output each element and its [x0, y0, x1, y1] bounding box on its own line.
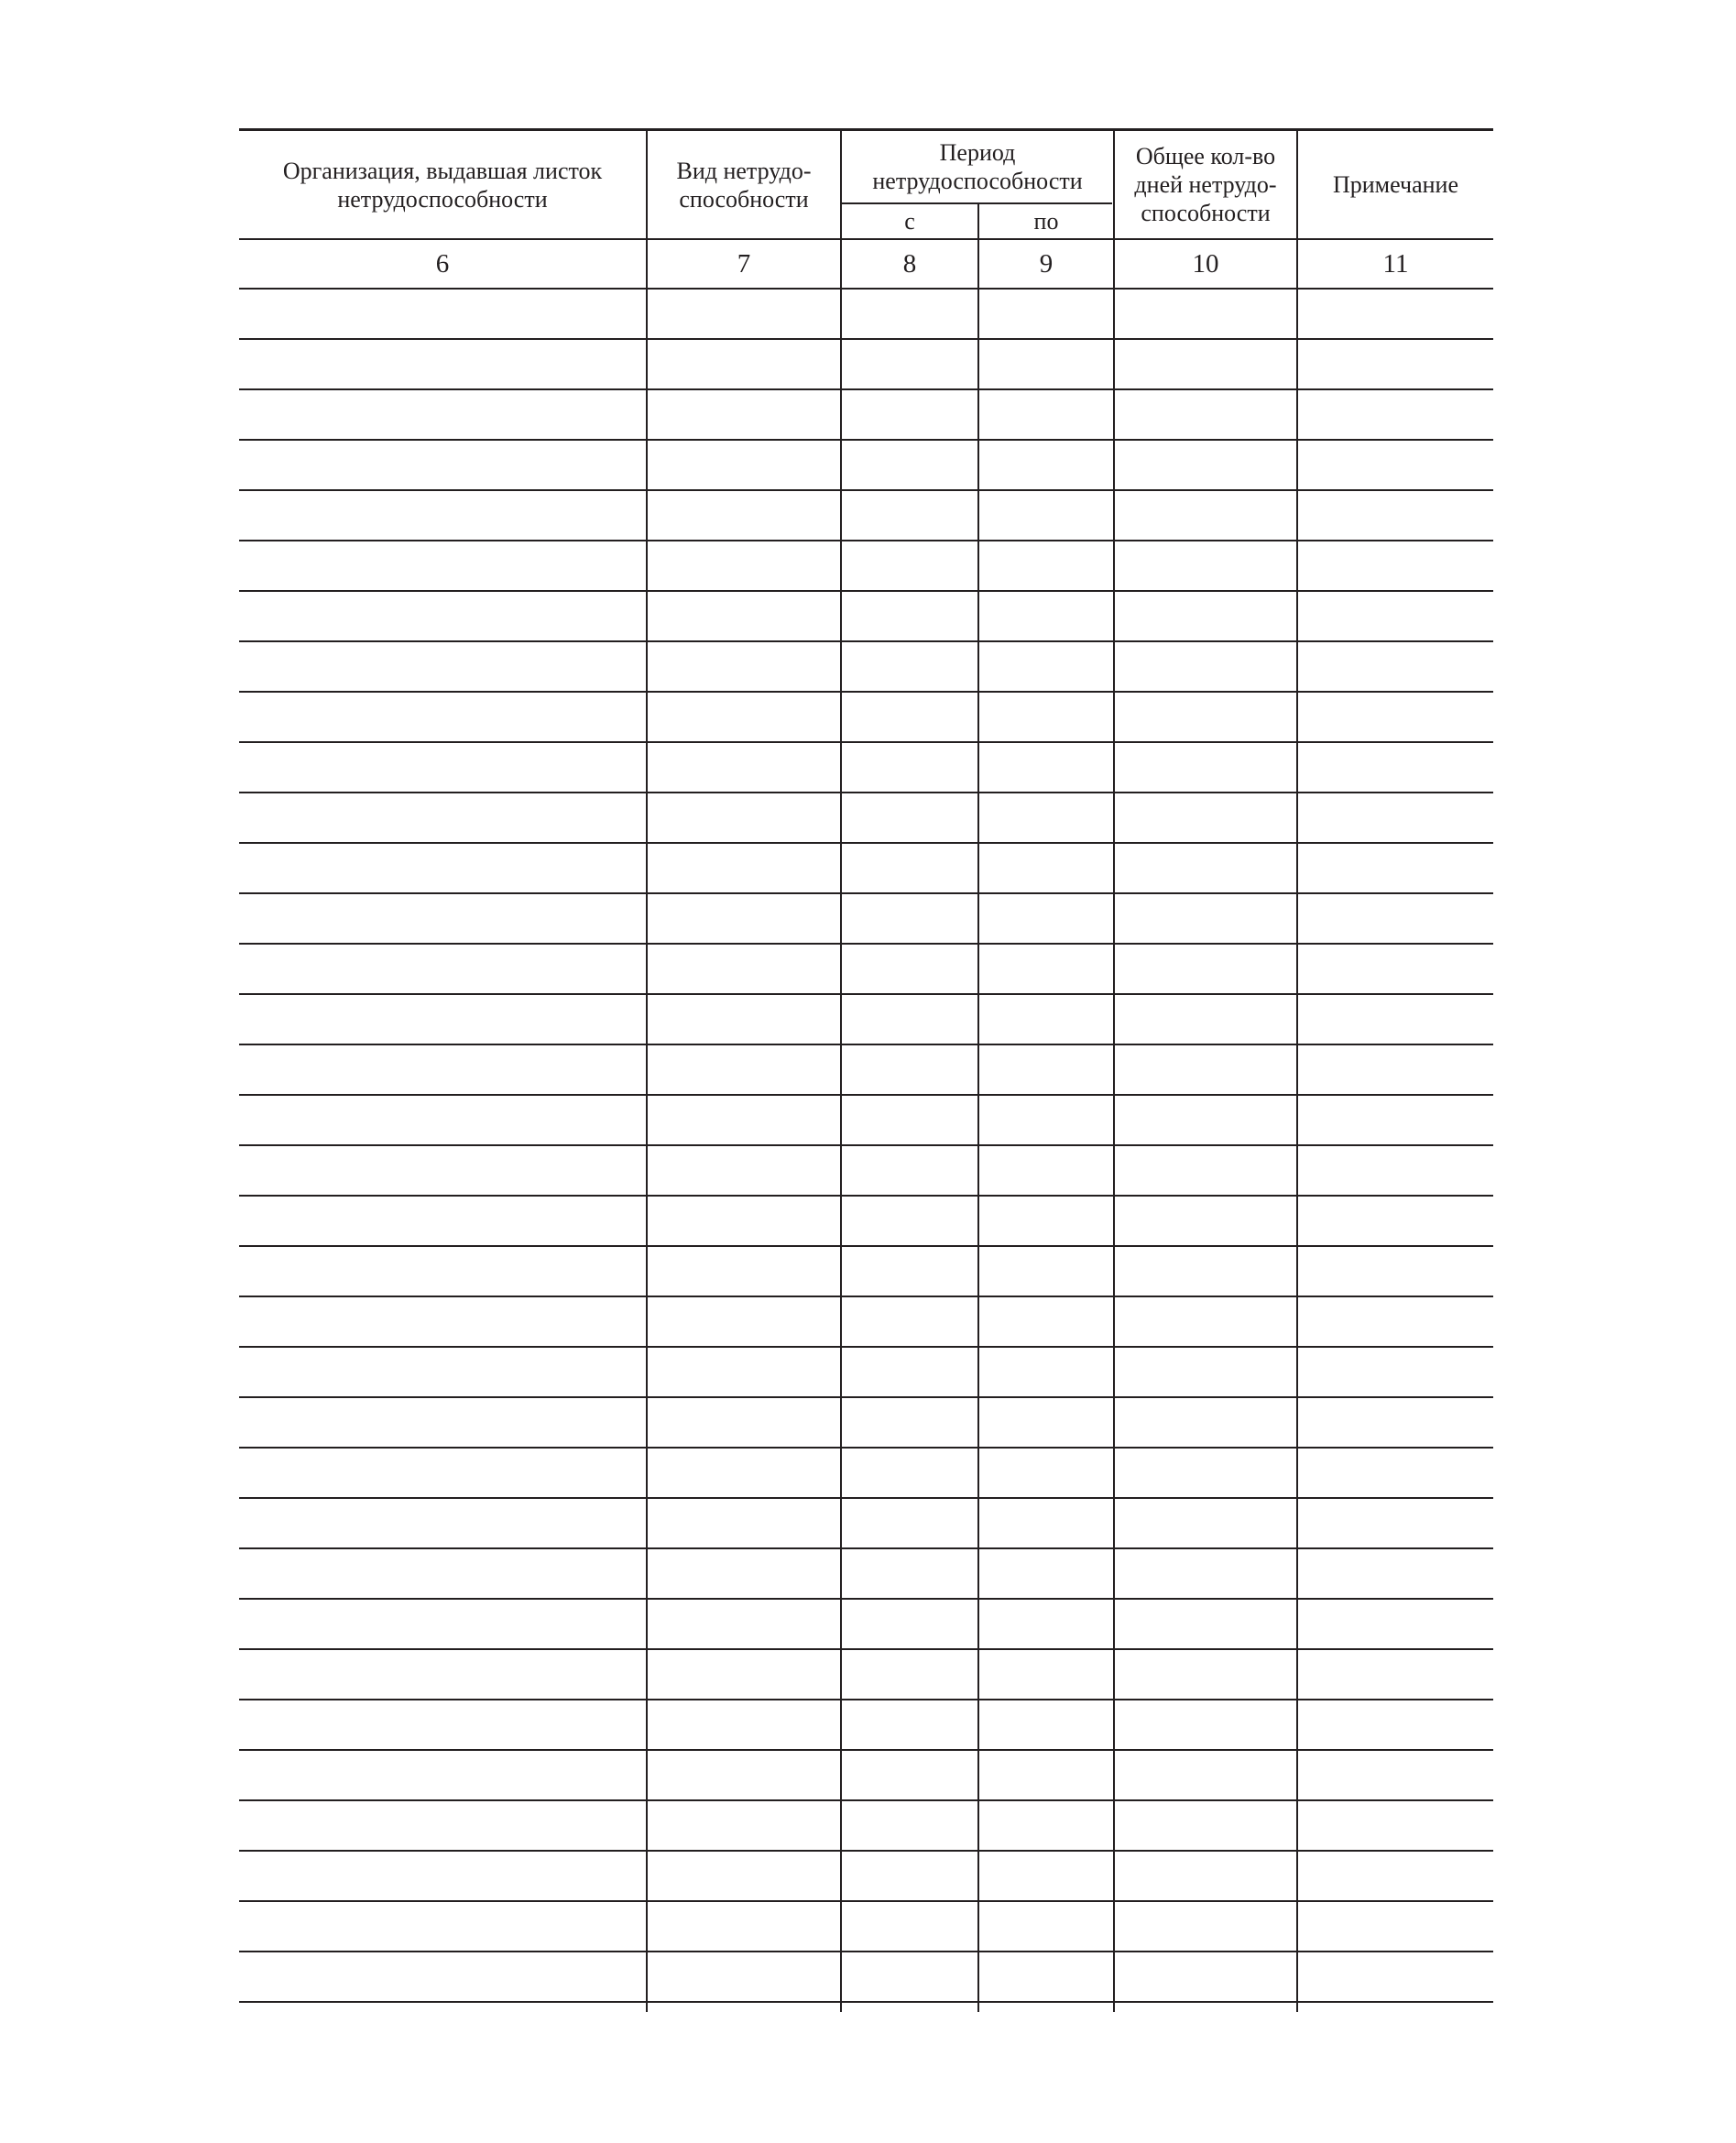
cell-period-from: [842, 1247, 977, 1296]
table-row: [239, 743, 1493, 793]
cell-total-days: [1115, 1398, 1296, 1447]
table-row: [239, 1348, 1493, 1398]
column-number-11: 11: [1382, 248, 1409, 279]
cell-period-to: [979, 1146, 1113, 1195]
table-row: [239, 1549, 1493, 1600]
cell-period-to: [979, 1197, 1113, 1245]
cell-period-from: [842, 894, 977, 943]
cell-period-from: [842, 1499, 977, 1547]
cell-period-from: [842, 1852, 977, 1900]
cell-type: [648, 1146, 840, 1195]
cell-note: [1298, 1096, 1493, 1144]
column-number-8: 8: [902, 248, 917, 279]
table-row: [239, 1297, 1493, 1348]
cell-note: [1298, 642, 1493, 691]
cell-type: [648, 592, 840, 640]
cell-period-to: [979, 995, 1113, 1044]
cell-total-days: [1115, 290, 1296, 338]
cell-total-days: [1115, 441, 1296, 489]
table-row: [239, 1801, 1493, 1852]
cell-period-from: [842, 1600, 977, 1648]
cell-period-from: [842, 995, 977, 1044]
cell-period-to: [979, 1650, 1113, 1699]
cell-type: [648, 1045, 840, 1094]
cell-period-to: [979, 894, 1113, 943]
cell-period-to: [979, 1499, 1113, 1547]
cell-note: [1298, 1650, 1493, 1699]
cell-period-to: [979, 1852, 1113, 1900]
cell-total-days: [1115, 1700, 1296, 1749]
cell-note: [1298, 1499, 1493, 1547]
cell-total-days: [1115, 743, 1296, 792]
cell-period-to: [979, 945, 1113, 993]
cell-type: [648, 995, 840, 1044]
cell-note: [1298, 1297, 1493, 1346]
cell-total-days: [1115, 693, 1296, 741]
cell-period-to: [979, 793, 1113, 842]
cell-note: [1298, 945, 1493, 993]
table-row: [239, 1650, 1493, 1700]
cell-organization: [239, 1197, 646, 1245]
cell-total-days: [1115, 1096, 1296, 1144]
cell-note: [1298, 441, 1493, 489]
header-period-from: с: [904, 208, 915, 235]
cell-note: [1298, 1801, 1493, 1850]
cell-type: [648, 1952, 840, 2001]
cell-period-to: [979, 1751, 1113, 1799]
table-row: [239, 390, 1493, 441]
cell-note: [1298, 1398, 1493, 1447]
cell-note: [1298, 340, 1493, 388]
cell-period-from: [842, 793, 977, 842]
cell-organization: [239, 1801, 646, 1850]
cell-organization: [239, 1297, 646, 1346]
cell-organization: [239, 1499, 646, 1547]
cell-organization: [239, 491, 646, 540]
cell-total-days: [1115, 642, 1296, 691]
table-row: [239, 340, 1493, 390]
cell-organization: [239, 1549, 646, 1598]
cell-type: [648, 1197, 840, 1245]
cell-organization: [239, 642, 646, 691]
cell-period-to: [979, 1348, 1113, 1396]
cell-period-to: [979, 1600, 1113, 1648]
header-note: Примечание: [1332, 171, 1459, 198]
cell-total-days: [1115, 1600, 1296, 1648]
cell-period-from: [842, 290, 977, 338]
cell-period-from: [842, 340, 977, 388]
cell-period-to: [979, 844, 1113, 892]
table-row: [239, 541, 1493, 592]
cell-total-days: [1115, 541, 1296, 590]
cell-note: [1298, 1348, 1493, 1396]
cell-period-to: [979, 642, 1113, 691]
table-row: [239, 1197, 1493, 1247]
cell-organization: [239, 1449, 646, 1497]
table-row: [239, 441, 1493, 491]
cell-period-to: [979, 441, 1113, 489]
cell-period-from: [842, 844, 977, 892]
table-row: [239, 1146, 1493, 1197]
cell-note: [1298, 894, 1493, 943]
cell-period-from: [842, 1348, 977, 1396]
cell-note: [1298, 1852, 1493, 1900]
cell-period-to: [979, 592, 1113, 640]
cell-organization: [239, 844, 646, 892]
header-type: Вид нетрудо- способности: [676, 157, 812, 213]
header-period-to: по: [1033, 208, 1059, 235]
cell-organization: [239, 1700, 646, 1749]
cell-note: [1298, 1751, 1493, 1799]
column-number-10: 10: [1192, 248, 1219, 279]
table-row: [239, 1449, 1493, 1499]
cell-type: [648, 1297, 840, 1346]
cell-organization: [239, 693, 646, 741]
cell-organization: [239, 995, 646, 1044]
cell-period-to: [979, 1549, 1113, 1598]
cell-type: [648, 1600, 840, 1648]
cell-type: [648, 693, 840, 741]
cell-total-days: [1115, 340, 1296, 388]
cell-type: [648, 1650, 840, 1699]
cell-type: [648, 340, 840, 388]
cell-period-from: [842, 1700, 977, 1749]
cell-total-days: [1115, 894, 1296, 943]
cell-total-days: [1115, 390, 1296, 439]
cell-type: [648, 1449, 840, 1497]
cell-total-days: [1115, 1247, 1296, 1296]
table-row: [239, 1096, 1493, 1146]
cell-period-from: [842, 1449, 977, 1497]
cell-organization: [239, 1751, 646, 1799]
cell-period-from: [842, 541, 977, 590]
cell-period-to: [979, 693, 1113, 741]
cell-period-to: [979, 1096, 1113, 1144]
cell-type: [648, 1902, 840, 1951]
cell-note: [1298, 541, 1493, 590]
cell-total-days: [1115, 1045, 1296, 1094]
cell-period-from: [842, 693, 977, 741]
cell-organization: [239, 1952, 646, 2001]
cell-organization: [239, 592, 646, 640]
cell-total-days: [1115, 995, 1296, 1044]
cell-total-days: [1115, 1852, 1296, 1900]
cell-period-to: [979, 390, 1113, 439]
cell-organization: [239, 541, 646, 590]
cell-note: [1298, 390, 1493, 439]
cell-period-to: [979, 1700, 1113, 1749]
cell-period-to: [979, 1398, 1113, 1447]
cell-type: [648, 1348, 840, 1396]
cell-period-from: [842, 1398, 977, 1447]
cell-type: [648, 1700, 840, 1749]
cell-period-from: [842, 1751, 977, 1799]
cell-period-from: [842, 1650, 977, 1699]
cell-total-days: [1115, 1197, 1296, 1245]
cell-type: [648, 743, 840, 792]
cell-period-to: [979, 1247, 1113, 1296]
table-row: [239, 945, 1493, 995]
cell-note: [1298, 793, 1493, 842]
cell-period-to: [979, 1801, 1113, 1850]
header-organization: Организация, выдавшая листок нетрудоспособности: [282, 157, 603, 213]
cell-period-to: [979, 290, 1113, 338]
table-row: [239, 592, 1493, 642]
cell-organization: [239, 1247, 646, 1296]
cell-organization: [239, 1146, 646, 1195]
cell-total-days: [1115, 1952, 1296, 2001]
cell-total-days: [1115, 1650, 1296, 1699]
cell-note: [1298, 1902, 1493, 1951]
cell-period-from: [842, 592, 977, 640]
cell-type: [648, 793, 840, 842]
cell-total-days: [1115, 1348, 1296, 1396]
cell-total-days: [1115, 1449, 1296, 1497]
table-row: [239, 1852, 1493, 1902]
table-row: [239, 1600, 1493, 1650]
cell-type: [648, 1751, 840, 1799]
table-row: [239, 1700, 1493, 1751]
cell-note: [1298, 1549, 1493, 1598]
table-row: [239, 844, 1493, 894]
cell-note: [1298, 1146, 1493, 1195]
header-total-days: Общее кол-во дней нетрудо- способности: [1134, 143, 1277, 226]
cell-note: [1298, 1247, 1493, 1296]
cell-period-from: [842, 1902, 977, 1951]
column-number-6: 6: [435, 248, 450, 279]
header-period: Период нетрудоспособности: [872, 139, 1083, 194]
cell-period-to: [979, 491, 1113, 540]
cell-period-from: [842, 1801, 977, 1850]
cell-period-from: [842, 1549, 977, 1598]
cell-period-from: [842, 1197, 977, 1245]
table-row: [239, 793, 1493, 844]
cell-type: [648, 894, 840, 943]
cell-organization: [239, 441, 646, 489]
cell-organization: [239, 1852, 646, 1900]
cell-type: [648, 642, 840, 691]
cell-note: [1298, 1700, 1493, 1749]
cell-organization: [239, 290, 646, 338]
cell-organization: [239, 894, 646, 943]
cell-type: [648, 390, 840, 439]
cell-total-days: [1115, 1801, 1296, 1850]
cell-period-to: [979, 1045, 1113, 1094]
table-body: [239, 290, 1493, 2003]
cell-total-days: [1115, 1751, 1296, 1799]
cell-organization: [239, 1902, 646, 1951]
table-row: [239, 642, 1493, 693]
table-row: [239, 1045, 1493, 1096]
cell-type: [648, 1499, 840, 1547]
cell-note: [1298, 1600, 1493, 1648]
cell-total-days: [1115, 491, 1296, 540]
cell-note: [1298, 844, 1493, 892]
cell-period-to: [979, 1952, 1113, 2001]
cell-period-to: [979, 743, 1113, 792]
cell-organization: [239, 743, 646, 792]
table-row: [239, 1247, 1493, 1297]
cell-note: [1298, 1449, 1493, 1497]
table-row: [239, 693, 1493, 743]
cell-organization: [239, 1398, 646, 1447]
cell-type: [648, 290, 840, 338]
cell-note: [1298, 1045, 1493, 1094]
cell-note: [1298, 290, 1493, 338]
cell-period-from: [842, 1096, 977, 1144]
cell-period-from: [842, 441, 977, 489]
cell-period-from: [842, 743, 977, 792]
cell-type: [648, 1801, 840, 1850]
cell-period-to: [979, 1297, 1113, 1346]
cell-type: [648, 1247, 840, 1296]
cell-period-to: [979, 1902, 1113, 1951]
column-number-9: 9: [1039, 248, 1054, 279]
cell-organization: [239, 945, 646, 993]
cell-period-to: [979, 1449, 1113, 1497]
cell-type: [648, 441, 840, 489]
table-row: [239, 1398, 1493, 1449]
cell-period-from: [842, 642, 977, 691]
column-number-7: 7: [737, 248, 751, 279]
cell-period-from: [842, 945, 977, 993]
cell-organization: [239, 793, 646, 842]
cell-type: [648, 1398, 840, 1447]
cell-total-days: [1115, 793, 1296, 842]
cell-type: [648, 1549, 840, 1598]
table-row: [239, 894, 1493, 945]
cell-period-to: [979, 340, 1113, 388]
cell-organization: [239, 340, 646, 388]
cell-note: [1298, 743, 1493, 792]
table-row: [239, 1902, 1493, 1952]
cell-note: [1298, 491, 1493, 540]
cell-organization: [239, 1650, 646, 1699]
cell-note: [1298, 1197, 1493, 1245]
cell-period-from: [842, 1952, 977, 2001]
cell-period-from: [842, 390, 977, 439]
sick-leave-table: [239, 128, 1493, 2012]
cell-type: [648, 1852, 840, 1900]
table-row: [239, 1751, 1493, 1801]
table-row: [239, 491, 1493, 541]
table-row: [239, 1952, 1493, 2003]
cell-period-to: [979, 541, 1113, 590]
cell-note: [1298, 1952, 1493, 2001]
cell-organization: [239, 1096, 646, 1144]
cell-organization: [239, 1045, 646, 1094]
row-divider: [239, 2001, 1493, 2003]
table-row: [239, 1499, 1493, 1549]
cell-total-days: [1115, 1297, 1296, 1346]
cell-total-days: [1115, 592, 1296, 640]
cell-organization: [239, 1348, 646, 1396]
cell-note: [1298, 995, 1493, 1044]
cell-period-from: [842, 1297, 977, 1346]
cell-type: [648, 541, 840, 590]
cell-organization: [239, 1600, 646, 1648]
cell-total-days: [1115, 1549, 1296, 1598]
cell-type: [648, 945, 840, 993]
cell-total-days: [1115, 945, 1296, 993]
cell-total-days: [1115, 1146, 1296, 1195]
cell-total-days: [1115, 844, 1296, 892]
cell-type: [648, 844, 840, 892]
cell-period-from: [842, 1045, 977, 1094]
cell-period-from: [842, 491, 977, 540]
cell-organization: [239, 390, 646, 439]
cell-period-from: [842, 1146, 977, 1195]
table-row: [239, 290, 1493, 340]
cell-type: [648, 1096, 840, 1144]
cell-type: [648, 491, 840, 540]
cell-note: [1298, 592, 1493, 640]
table-row: [239, 995, 1493, 1045]
cell-total-days: [1115, 1499, 1296, 1547]
cell-note: [1298, 693, 1493, 741]
cell-total-days: [1115, 1902, 1296, 1951]
